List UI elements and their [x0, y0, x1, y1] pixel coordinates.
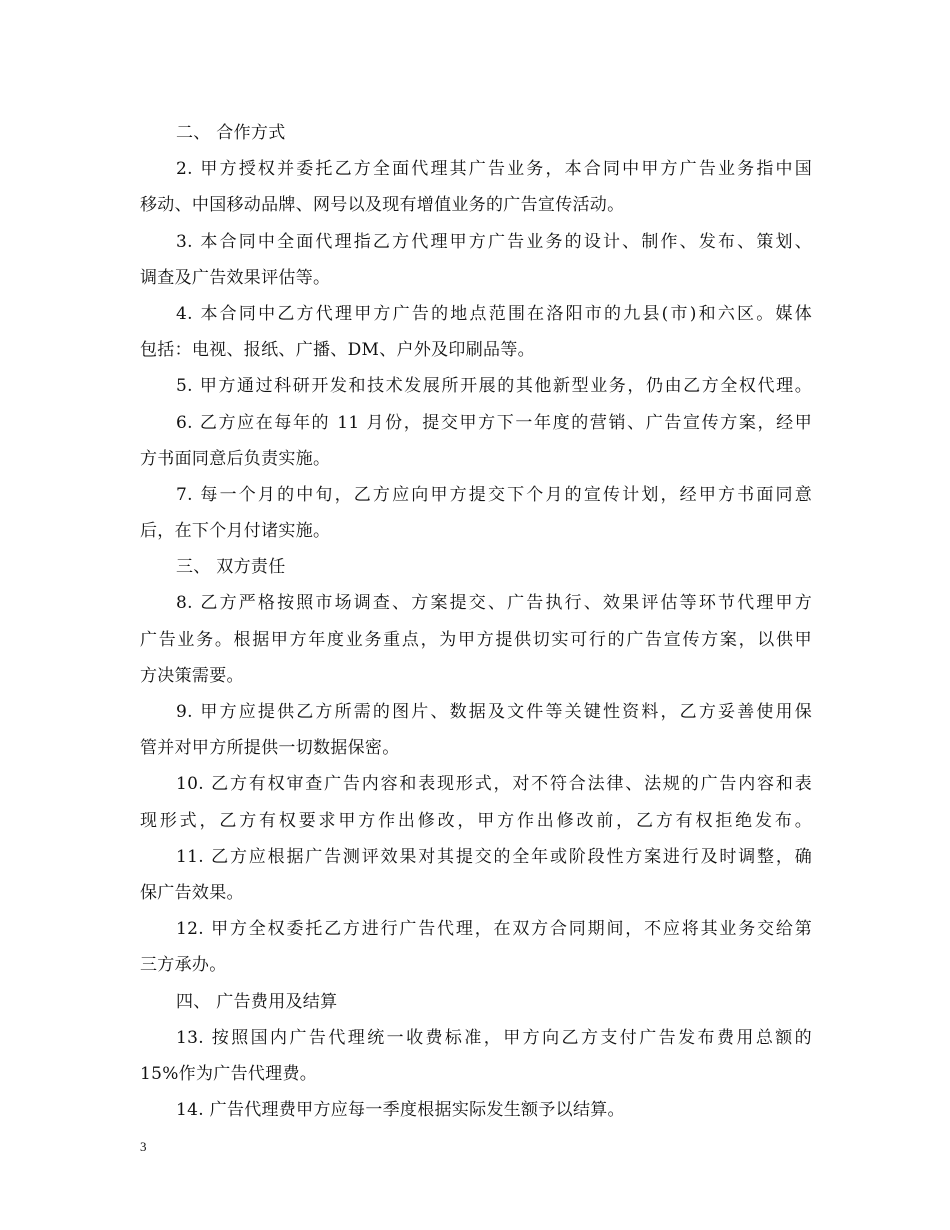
- clause-13-line-1: 13. 按照国内广告代理统一收费标准，甲方向乙方支付广告发布费用总额的: [176, 1027, 812, 1048]
- clause-11-line-2: 保广告效果。: [140, 882, 244, 903]
- clause-13-line-2: 15%作为广告代理费。: [140, 1063, 318, 1084]
- clause-9-line-1: 9. 甲方应提供乙方所需的图片、数据及文件等关键性资料，乙方妥善使用保: [176, 702, 812, 722]
- clause-3-line-2: 调查及广告效果评估等。: [140, 267, 331, 288]
- section-heading-responsibilities: 三、 双方责任: [176, 557, 286, 578]
- clause-3-line-1: 3. 本合同中全面代理指乙方代理甲方广告业务的设计、制作、发布、策划、: [176, 231, 812, 252]
- clause-4-line-1: 4. 本合同中乙方代理甲方广告的地点范围在洛阳市的九县(市)和六区。媒体: [176, 303, 812, 324]
- document-body: [140, 115, 812, 1128]
- clause-2-line-2: 移动、中国移动品牌、网号以及现有增值业务的广告宣传活动。: [140, 195, 625, 216]
- section-heading-fees: 四、 广告费用及结算: [176, 991, 338, 1012]
- clause-12-line-1: 12. 甲方全权委托乙方进行广告代理，在双方合同期间，不应将其业务交给第: [176, 919, 812, 940]
- clause-9-line-2: 管并对甲方所提供一切数据保密。: [140, 738, 400, 759]
- page-number: 3: [140, 1139, 147, 1154]
- clause-2-line-1: 2. 甲方授权并委托乙方全面代理其广告业务，本合同中甲方广告业务指中国: [176, 159, 812, 180]
- clause-14-line-1: 14. 广告代理费甲方应每一季度根据实际发生额予以结算。: [176, 1100, 625, 1121]
- clause-5-line-1: 5. 甲方通过科研开发和技术发展所开展的其他新型业务，仍由乙方全权代理。: [176, 376, 812, 397]
- clause-8-line-1: 8. 乙方严格按照市场调查、方案提交、广告执行、效果评估等环节代理甲方: [176, 593, 812, 614]
- clause-7-line-2: 后，在下个月付诸实施。: [140, 521, 331, 542]
- clause-6-line-2: 方书面同意后负责实施。: [140, 448, 331, 469]
- clause-10-line-2: 现形式，乙方有权要求甲方作出修改，甲方作出修改前，乙方有权拒绝发布。: [140, 810, 812, 831]
- clause-7-line-1: 7. 每一个月的中旬，乙方应向甲方提交下个月的宣传计划，经甲方书面同意: [176, 484, 812, 505]
- clause-8-line-3: 方决策需要。: [140, 665, 244, 686]
- clause-4-line-2: 包括：电视、报纸、广播、DM、户外及印刷品等。: [140, 340, 535, 361]
- clause-10-line-1: 10. 乙方有权审查广告内容和表现形式，对不符合法律、法规的广告内容和表: [176, 774, 812, 795]
- clause-12-line-2: 三方承办。: [140, 955, 227, 976]
- clause-6-line-1: 6. 乙方应在每年的 11 月份，提交甲方下一年度的营销、广告宣传方案，经甲: [176, 412, 812, 433]
- clause-8-line-2: 广告业务。根据甲方年度业务重点，为甲方提供切实可行的广告宣传方案，以供甲: [140, 629, 812, 650]
- clause-11-line-1: 11. 乙方应根据广告测评效果对其提交的全年或阶段性方案进行及时调整，确: [176, 846, 812, 867]
- section-heading-cooperation: 二、 合作方式: [176, 123, 286, 143]
